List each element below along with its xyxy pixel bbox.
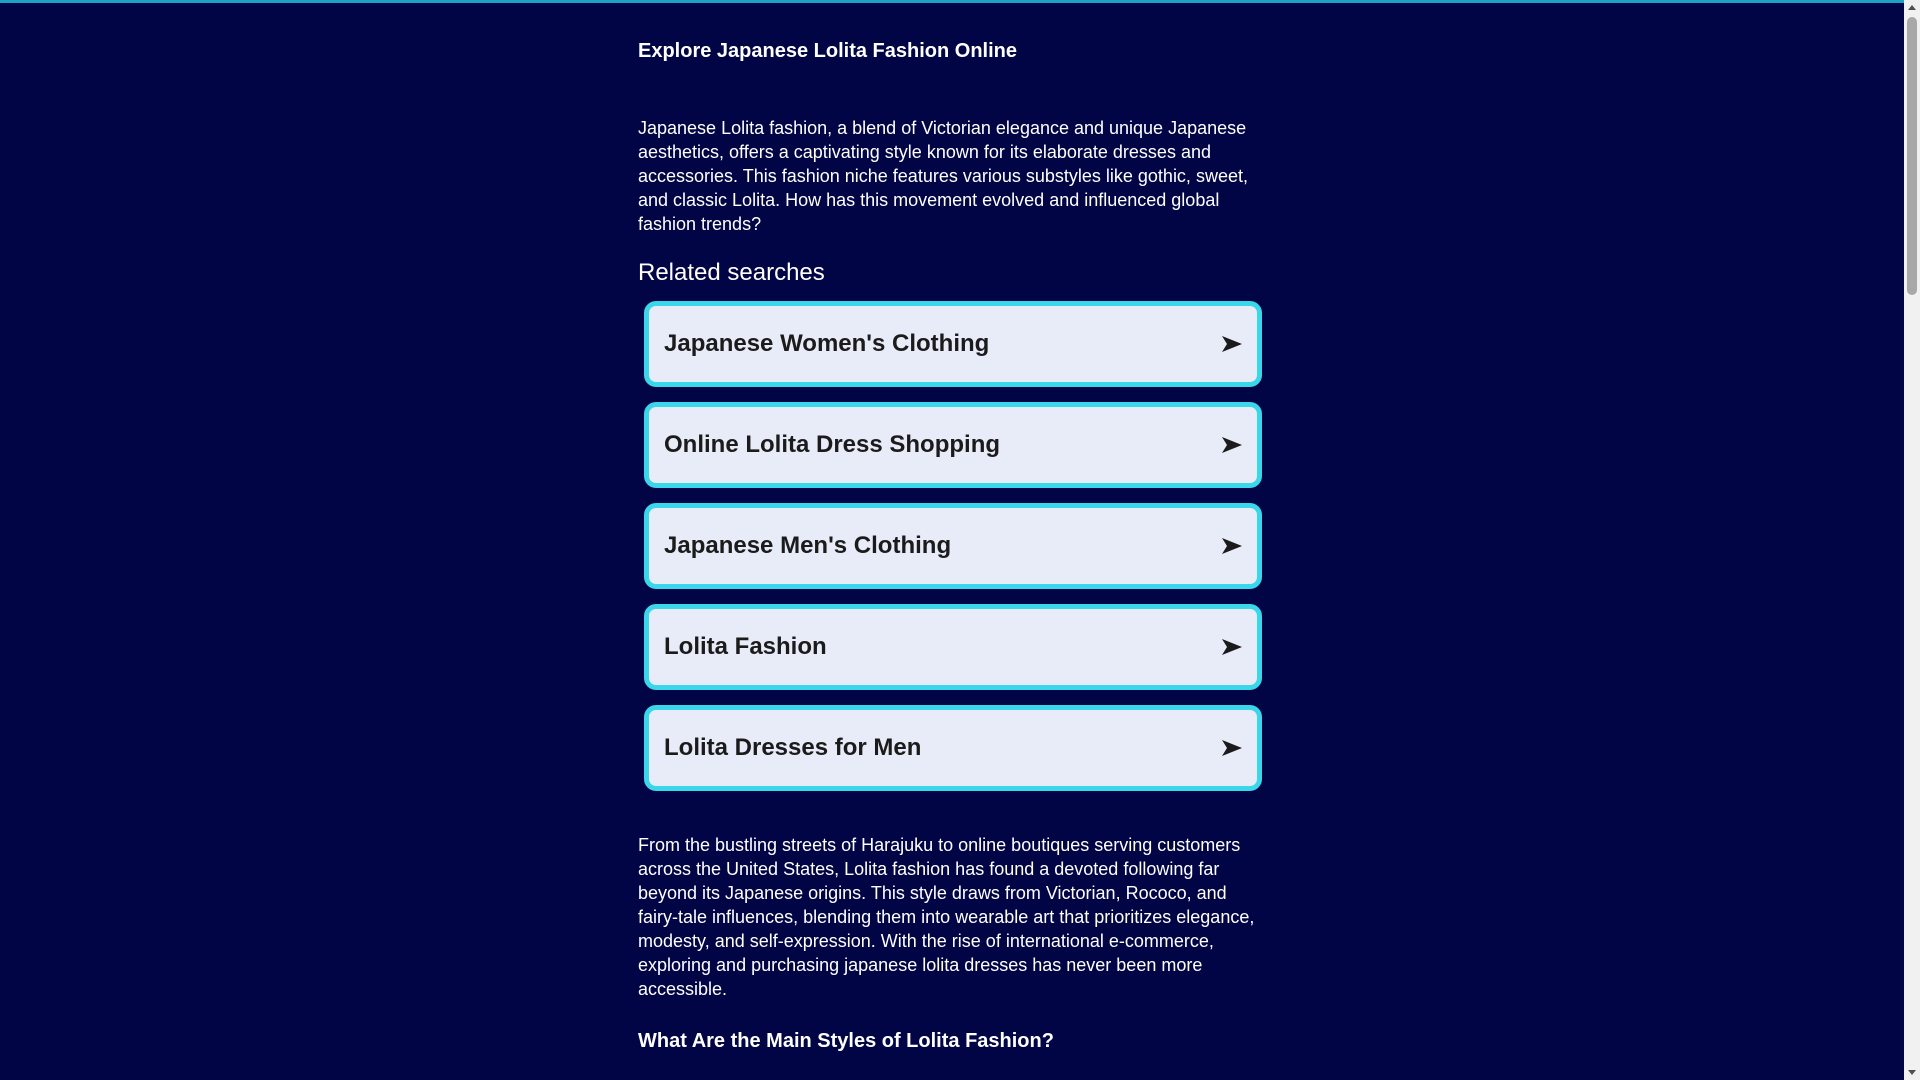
related-search-item[interactable] — [644, 402, 1262, 488]
section-heading: What Are the Main Styles of Lolita Fashion? — [638, 1030, 1054, 1052]
arrow-right-icon — [1221, 537, 1243, 555]
related-search-label: Lolita Fashion — [664, 633, 827, 660]
related-search-label: Online Lolita Dress Shopping — [664, 431, 1001, 458]
scroll-up-arrow-icon[interactable] — [1904, 0, 1920, 16]
arrow-right-icon — [1221, 739, 1243, 757]
related-search-item[interactable] — [644, 604, 1262, 690]
arrow-right-icon — [1221, 335, 1243, 353]
arrow-right-icon — [1221, 436, 1243, 454]
related-search-item[interactable] — [644, 301, 1262, 387]
related-search-label: Japanese Men's Clothing — [664, 532, 952, 559]
related-searches-list — [644, 301, 1262, 806]
intro-paragraph: Japanese Lolita fashion, a blend of Victorian elegance and unique Japanese aesthetics, offers a captivating style known for its elaborate dresses and accessories. This fashion niche features various substyles like gothic, sweet, and classic Lolita. How has this movement evolved and influenced global fashion trends? — [638, 118, 1248, 234]
body-paragraph: From the bustling streets of Harajuku to online boutiques serving customers across the United States, Lolita fashion has found a devoted following far beyond its Japanese origins. This style draws from Victorian, Rococo, and fairy-tale influences, blending them into wearable art that prioritizes elegance, modesty, and self-expression. With the rise of international e-commerce, exploring and purchasing japanese lolita dresses has never been more accessible. — [638, 835, 1255, 999]
related-searches-heading: Related searches — [638, 259, 825, 286]
related-search-item[interactable] — [644, 705, 1262, 791]
vertical-scrollbar[interactable] — [1904, 0, 1920, 1080]
scroll-down-arrow-icon[interactable] — [1904, 1064, 1920, 1080]
top-accent-bar — [0, 0, 1904, 3]
arrow-right-icon — [1221, 638, 1243, 656]
scrollbar-thumb[interactable] — [1907, 17, 1917, 295]
related-search-label: Japanese Women's Clothing — [664, 330, 990, 357]
page-title: Explore Japanese Lolita Fashion Online — [638, 40, 1017, 62]
related-search-item[interactable] — [644, 503, 1262, 589]
related-search-label: Lolita Dresses for Men — [664, 734, 922, 761]
